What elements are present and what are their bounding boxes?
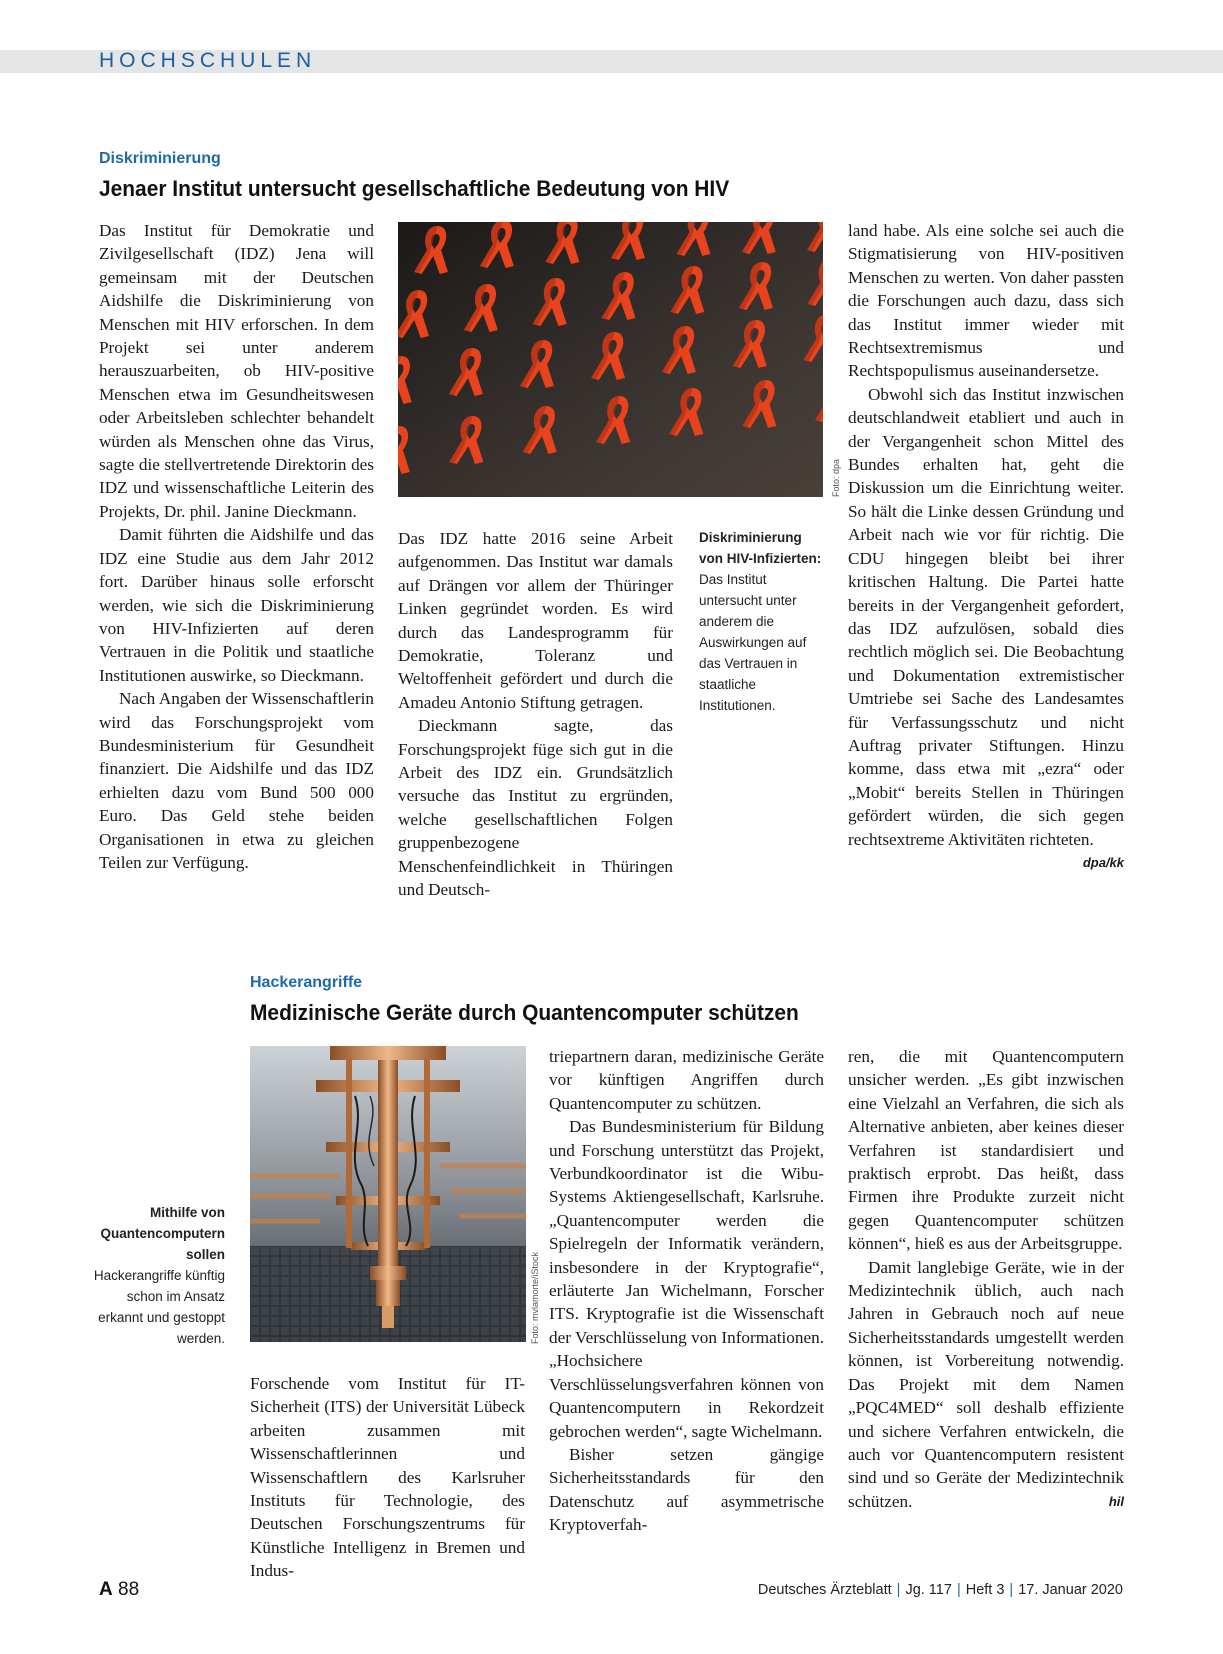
quantum-computer-illustration bbox=[250, 1046, 526, 1342]
article1-signature: dpa/kk bbox=[1082, 854, 1124, 870]
article1-paragraph: land habe. Als eine solche sei auch die Stigmatisierung von HIV-positiven Menschen zu werten. Von daher passten die Forschungen auch dazu, dass sich das Institut immer wieder mit Rechtsextremismus und Rechtspopulismus auseinandersetze. bbox=[848, 221, 1124, 381]
journal-issue: Heft 3 bbox=[965, 1582, 1005, 1598]
article1-paragraph: Das IDZ hatte 2016 seine Arbeit aufgenommen. Das Institut war damals auf Drängen vor allem der Thüringer Linken gegründet worden. Es wird durch das Landesprogramm für Demokratie, Toleranz und Weltoffenheit gefördert und durch die Amadeu Antonio Stiftung getragen. bbox=[398, 529, 673, 712]
article2-paragraph-text: Damit langlebige Geräte, wie in der Medizintechnik üblich, auch nach Jahren in Gebrauch noch auf neue Sicherheitsstandards umgestellt werden können, ist Vorbereitung notwendig. Das Projekt mit dem Namen „PQC4MED“ soll deshalb effiziente und sichere Verfahren entwickeln, die auch vor Quantencomputern resistent sind und so Geräte der Medizintechnik schützen. bbox=[848, 1257, 1124, 1511]
section-label: HOCHSCHULEN bbox=[99, 49, 317, 72]
article2-paragraph bbox=[848, 1256, 1124, 1513]
article2-paragraph: triepartnern daran, medizinische Geräte vor künftigen Angriffen durch Quantencomputer zu schützen. bbox=[549, 1047, 824, 1113]
article2-column-3 bbox=[848, 1045, 1124, 1513]
footer-separator: | bbox=[1009, 1582, 1014, 1598]
article2-signature: hil bbox=[1108, 1493, 1124, 1509]
article2-paragraph: Das Bundesministerium für Bildung und Forschung unterstützt das Projekt, Verbundkoordinator ist die Wibu-Systems Aktiengesellschaft, Karlsruhe. „Quantencomputer werden die Spielregeln der Informatik verändern, insbesondere in der Kryptografie“, erläuterte Jan Wichelmann, Forscher ITS. Kryptografie ist die Wissenschaft der Verschlüsselung von Informationen. „Hochsichere Verschlüsselungsverfahren können von Quantencomputern in Rekordzeit gebrochen werden“, sagte Wichelmann. bbox=[549, 1117, 824, 1441]
article1-paragraph: Das Institut für Demokratie und Zivilgesellschaft (IDZ) Jena will gemeinsam mit der Deutschen Aidshilfe die Diskriminierung von Menschen mit HIV erforschen. In dem Projekt sei unter anderem herauszuarbeiten, ob HIV-positive Menschen etwa im Gesundheitswesen oder Arbeitsleben schlechter behandelt würden als Menschen ohne das Virus, sagte die stellvertretende Direktorin des IDZ und wissenschaftliche Leiterin des Projekts, Dr. phil. Janine Dieckmann. bbox=[99, 221, 374, 521]
article1-photo-credit: Foto: dpa bbox=[831, 458, 841, 497]
hiv-ribbons-photo bbox=[398, 222, 823, 497]
article2-caption-text: Hackerangriffe künftig schon im Ansatz erkannt und gestoppt werden. bbox=[93, 1268, 225, 1346]
quantum-computer-photo bbox=[250, 1046, 526, 1342]
article1-paragraph: Damit führten die Aidshilfe und das IDZ eine Studie aus dem Jahr 2012 fort. Darüber hinaus solle erforscht werden, wie sich die Diskriminierung von HIV-Infizierten auf deren Vertrauen in die Politik und staatliche Institutionen auswirke, so Dieckmann. bbox=[99, 525, 374, 685]
article1-caption-title: Diskriminierung von HIV-Infizierten: bbox=[699, 530, 822, 566]
article2-column-2 bbox=[549, 1045, 824, 1537]
article1-caption bbox=[699, 527, 829, 716]
article1-paragraph bbox=[848, 383, 1124, 870]
article2-paragraph: ren, die mit Quantencomputern unsicher werden. „Es gibt inzwischen eine Vielzahl an Verfahren, die sich als Alternative anbieten, aber keines dieser Verfahren ist standardisiert und praktisch erprobt. Das heißt, dass Firmen ihre Produkte zurzeit nicht gegen Quantencomputer schützen können“, hieß es aus der Arbeitsgruppe. bbox=[848, 1047, 1124, 1254]
journal-volume: Jg. 117 bbox=[905, 1582, 952, 1598]
page-number bbox=[99, 1579, 139, 1601]
article1-paragraph: Dieckmann sagte, das Forschungsprojekt füge sich gut in die Arbeit des IDZ ein. Grundsätzlich versuche das Institut zu ergründen, welche gesellschaftlichen Folgen gruppenbezogene Menschenfeindlichkeit in Thüringen und Deutsch- bbox=[398, 716, 673, 900]
page-prefix: A bbox=[99, 1579, 113, 1600]
footer-separator: | bbox=[896, 1582, 901, 1598]
article2-photo-credit: Foto: mvlamorte/iStock bbox=[530, 1251, 540, 1344]
page-number-value: 88 bbox=[118, 1579, 140, 1600]
article1-kicker: Diskriminierung bbox=[99, 150, 221, 167]
article1-caption-text: Das Institut untersucht unter anderem die Auswirkungen auf das Vertrauen in staatliche Institutionen. bbox=[699, 572, 807, 713]
article2-paragraph: Bisher setzen gängige Sicherheitsstandards für den Datenschutz auf asymmetrische Kryptoverfah- bbox=[549, 1444, 824, 1535]
article1-column-3 bbox=[848, 219, 1124, 874]
article2-column-1 bbox=[250, 1372, 525, 1583]
article1-column-1 bbox=[99, 219, 374, 874]
article1-headline: Jenaer Institut untersucht gesellschaftliche Bedeutung von HIV bbox=[99, 176, 730, 201]
hiv-ribbons-illustration bbox=[398, 222, 823, 497]
article2-caption-title: Mithilfe von Quantencomputern sollen bbox=[100, 1205, 225, 1262]
article1-paragraph-text: Obwohl sich das Institut inzwischen deutschlandweit etabliert und auch in der Vergangenheit schon Mittel des Bundes erhalten hat, geht die Diskussion um die Einrichtung weiter. So hält die Linke dessen Gründung und Arbeit nach wie vor für richtig. Die CDU hingegen bleibt bei ihrer kritischen Haltung. Die Partei hatte bereits in der Vergangenheit gefordert, das IDZ aufzulösen, sobald dies rechtlich möglich sei. Die Beobachtung und Dokumentation extremistischer Umtriebe sei Sache des Landesamtes für Verfassungsschutz und nicht Auftrag privater Stiftungen. Hinzu komme, dass etwa mit „ezra“ oder „Mobit“ bereits Stellen in Thüringen gefördert würden, die sich gegen rechtsextreme Aktivitäten richteten. bbox=[848, 384, 1124, 849]
article2-headline: Medizinische Geräte durch Quantencomputer schützen bbox=[250, 1000, 799, 1025]
journal-name: Deutsches Ärzteblatt bbox=[757, 1582, 892, 1598]
footer-separator: | bbox=[956, 1582, 961, 1598]
article2-kicker: Hackerangriffe bbox=[250, 974, 363, 991]
article1-column-2 bbox=[398, 527, 673, 902]
journal-date: 17. Januar 2020 bbox=[1018, 1582, 1123, 1598]
article1-paragraph: Nach Angaben der Wissenschaftlerin wird das Forschungsprojekt vom Bundesministerium für Gesundheit finanziert. Die Aidshilfe und das IDZ erhielten dazu vom Bund 500 000 Euro. Das Geld stehe beiden Organisationen in etwa zu gleichen Teilen zur Verfügung. bbox=[99, 689, 374, 872]
article2-caption bbox=[90, 1202, 225, 1349]
article2-paragraph: Forschende vom Institut für IT-Sicherheit (ITS) der Universität Lübeck arbeiten zusammen mit Wissenschaftlerinnen und Wissenschaftlern des Karlsruher Instituts für Technologie, des Deutschen Forschungszentrums für Künstliche Intelligenz in Bremen und Indus- bbox=[250, 1374, 525, 1581]
journal-info bbox=[758, 1582, 1123, 1598]
